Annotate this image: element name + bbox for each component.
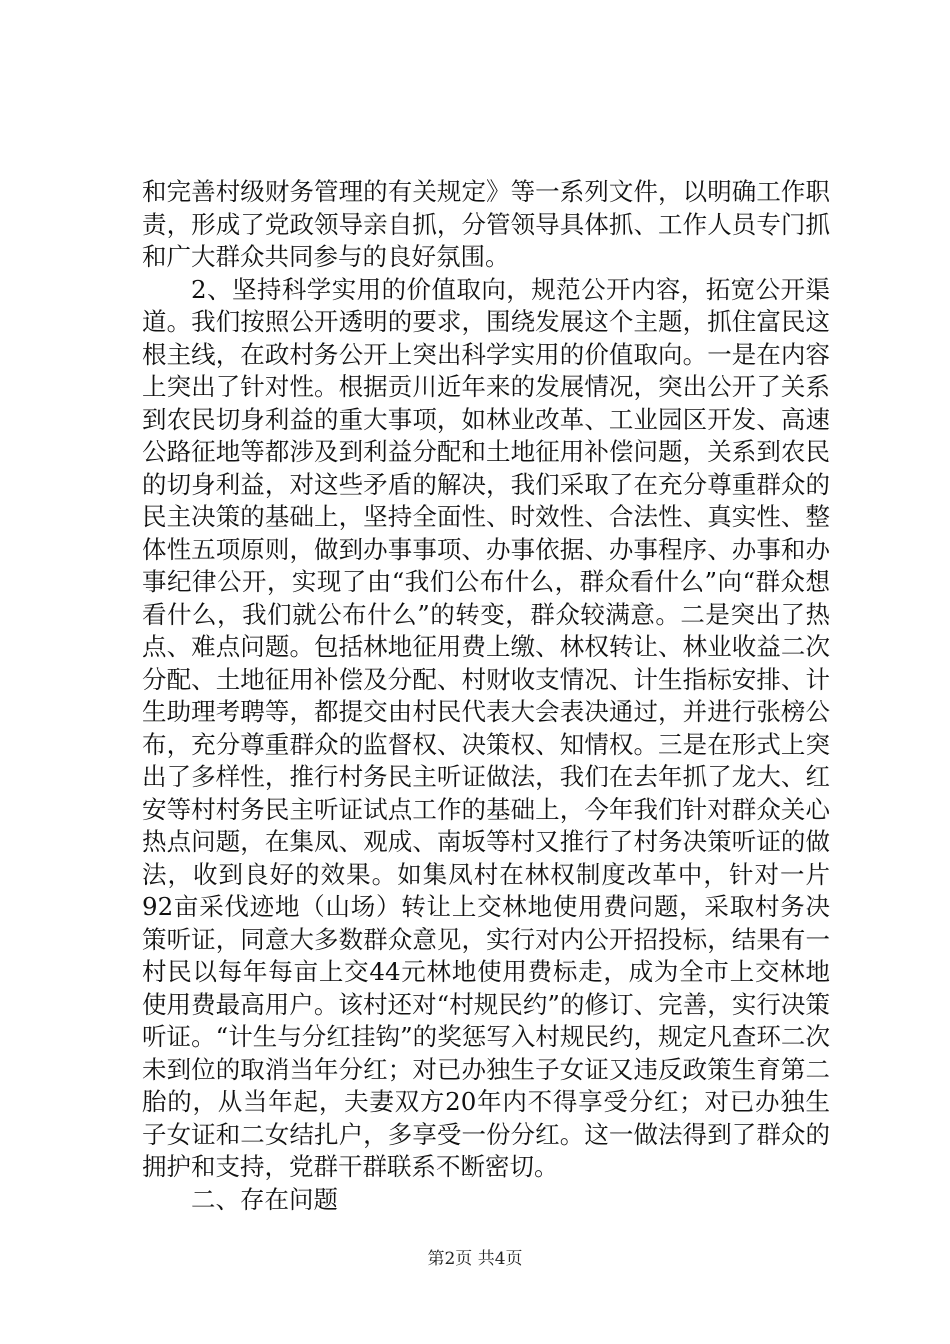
page-footer: 第2页 共4页 — [427, 1249, 523, 1269]
paragraph-1: 和完善村级财务管理的有关规定》等一系列文件，以明确工作职责，形成了党政领导亲自抓，分管领导具体抓、工作人员专门抓和广大群众共同参与的良好氛围。 — [142, 177, 830, 271]
paragraph-2: 2、坚持科学实用的价值取向，规范公开内容，拓宽公开渠道。我们按照公开透明的要求，围绕发展这个主题，抓住富民这根主线，在政村务公开上突出科学实用的价值取向。一是在内容上突出了针对性。根据贡川近年来的发展情况，突出公开了关系到农民切身利益的重大事项，如林业改革、工业园区开发、高速公路征地等都涉及到利益分配和土地征用补偿问题，关系到农民的切身利益，对这些矛盾的解决，我们采取了在充分尊重群众的民主决策的基础上，坚持全面性、时效性、合法性、真实性、整体性五项原则，做到办事事项、办事依据、办事程序、办事和办事纪律公开，实现了由“我们公布什么，群众看什么”向“群众想看什么，我们就公布什么”的转变，群众较满意。二是突出了热点、难点问题。包括林地征用费上缴、林权转让、林业收益二次分配、土地征用补偿及分配、村财收支情况、计生指标安排、计生助理考聘等，都提交由村民代表大会表决通过，并进行张榜公布，充分尊重群众的监督权、决策权、知情权。三是在形式上突出了多样性，推行村务民主听证做法，我们在去年抓了龙大、红安等村村务民主听证试点工作的基础上，今年我们针对群众关心热点问题，在集凤、观成、南坂等村又推行了村务决策听证的做法，收到良好的效果。如集凤村在林权制度改革中，针对一片92亩采伐迹地（山场）转让上交林地使用费问题，采取村务决策听证，同意大多数群众意见，实行对内公开招投标，结果有一村民以每年每亩上交44元林地使用费标走，成为全市上交林地使用费最高用户。该村还对“村规民约”的修订、完善，实行决策听证。“计生与分红挂钩”的奖惩写入村规民约，规定凡查环二次未到位的取消当年分红；对已办独生子女证又违反政策生育第二胎的，从当年起，夫妻双方20年内不得享受分红；对已办独生子女证和二女结扎户，多享受一份分红。这一做法得到了群众的拥护和支持，党群干群联系不断密切。 — [142, 274, 830, 1181]
section-heading: 二、存在问题 — [191, 1184, 338, 1214]
document-body — [142, 176, 830, 1216]
